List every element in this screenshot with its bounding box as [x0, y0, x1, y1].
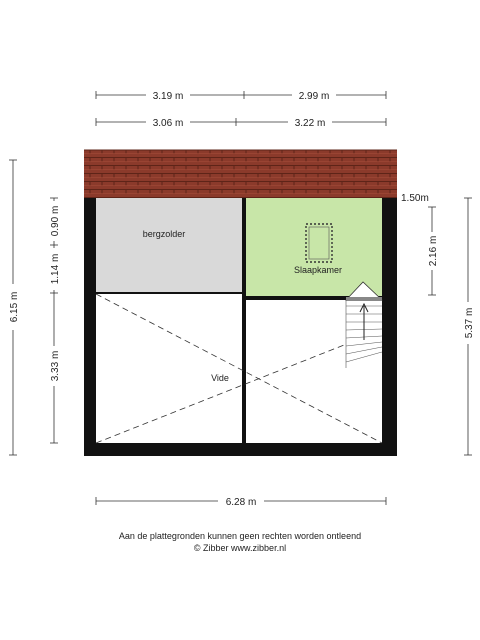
- interior-wall: [242, 198, 246, 443]
- dimension-top-row2: [96, 118, 386, 126]
- copyright-text: © Zibber www.zibber.nl: [193, 543, 287, 553]
- interior-wall-horizontal-right: [246, 296, 346, 300]
- label-bergzolder: bergzolder: [142, 229, 186, 239]
- dim-left-outer: 6.15 m: [9, 291, 20, 323]
- dim-top-row1-left: 3.19 m: [152, 91, 184, 102]
- disclaimer-text: Aan de plattegronden kunnen geen rechten worden ontleend: [118, 531, 362, 541]
- room-bergzolder: [96, 198, 242, 292]
- staircase: [346, 282, 382, 368]
- roof-tiles: [84, 150, 397, 198]
- dim-left-top: 0.90 m: [50, 205, 61, 237]
- dim-left-mid: 1.14 m: [50, 253, 61, 285]
- label-slaapkamer: Slaapkamer: [293, 265, 343, 275]
- dimension-top-row1: [96, 91, 386, 99]
- dim-bottom: 6.28 m: [225, 497, 257, 508]
- interior-wall-horizontal: [96, 292, 242, 294]
- room-slaapkamer: [246, 198, 382, 296]
- dim-left-bottom: 3.33 m: [50, 350, 61, 382]
- room-vide-left: [96, 294, 242, 443]
- dim-right-outer: 5.37 m: [464, 307, 475, 339]
- label-vide: Vide: [211, 373, 229, 383]
- dim-top-row2-left: 3.06 m: [152, 118, 184, 129]
- dim-top-row2-right: 3.22 m: [294, 118, 326, 129]
- dim-right-mid: 2.16 m: [428, 235, 439, 267]
- dim-right-small: 1.50m: [401, 193, 429, 204]
- dim-top-row1-right: 2.99 m: [298, 91, 330, 102]
